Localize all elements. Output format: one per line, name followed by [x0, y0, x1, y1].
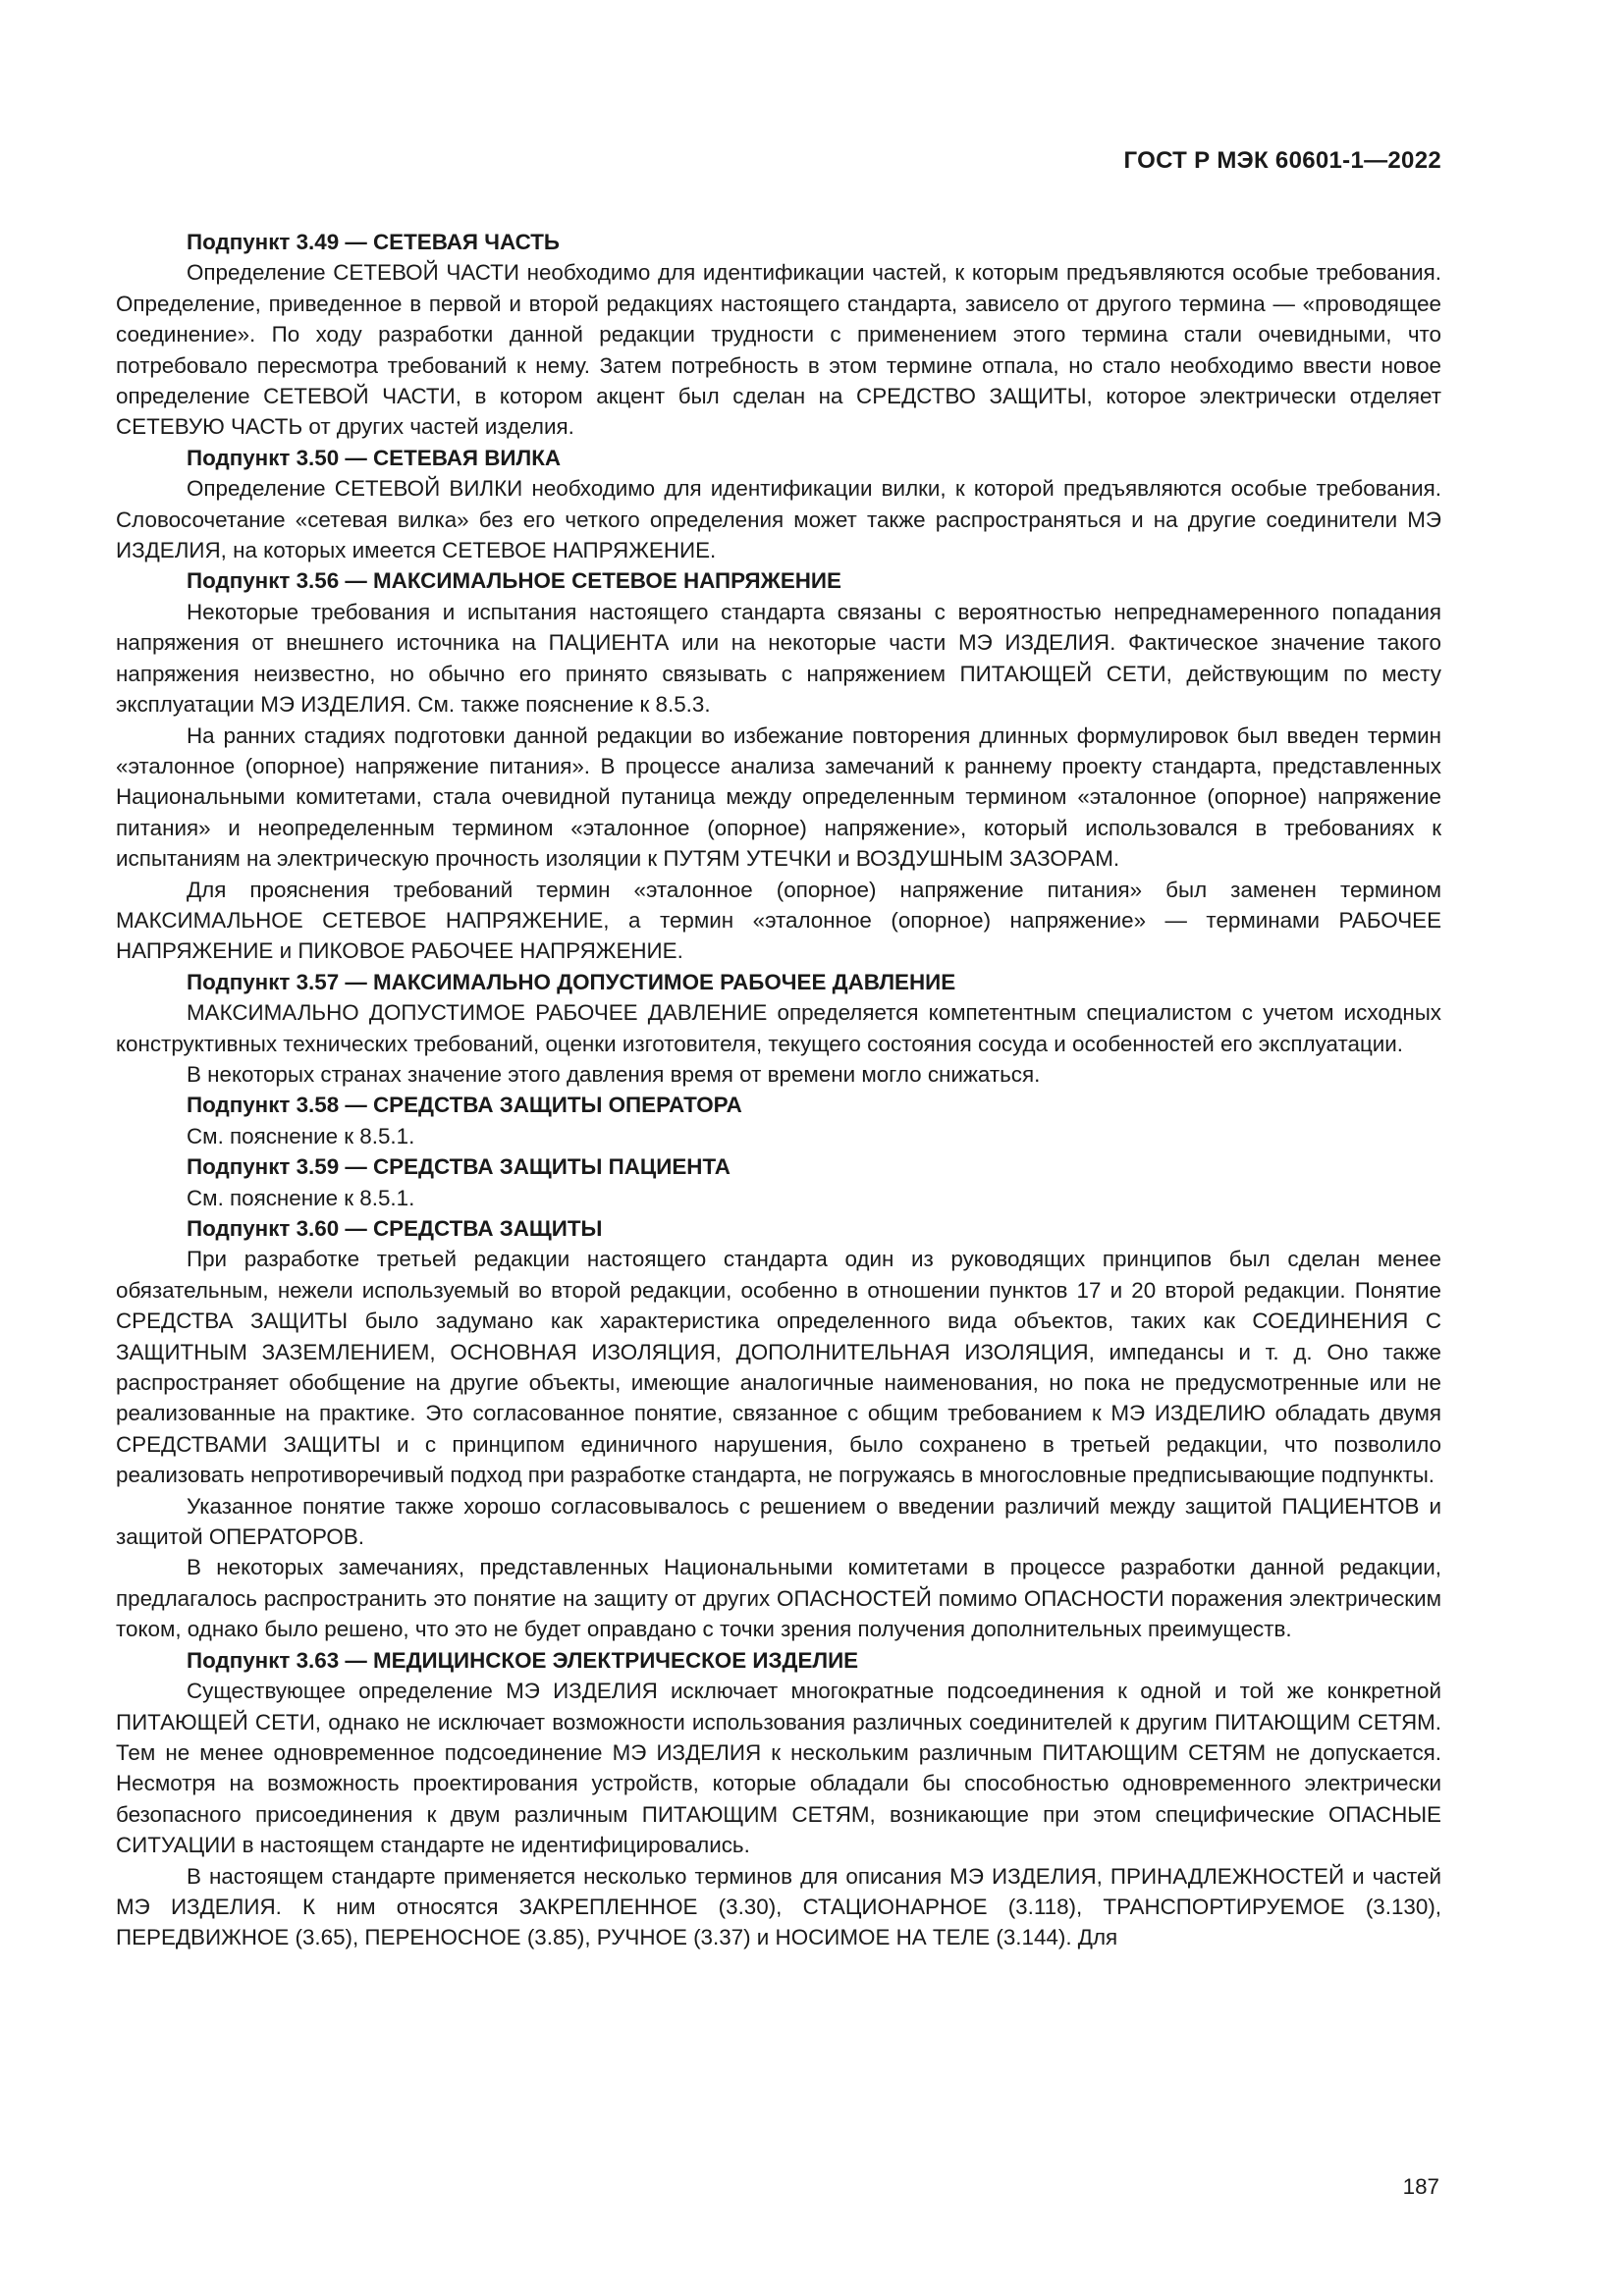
- paragraph: Указанное понятие также хорошо согласовывалось с решением о введении различий между защитой ПАЦИЕНТОВ и защитой ОПЕРАТОРОВ.: [116, 1493, 1441, 1550]
- section-heading-3-63: Подпункт 3.63 — МЕДИЦИНСКОЕ ЭЛЕКТРИЧЕСКОЕ ИЗДЕЛИЕ: [187, 1647, 859, 1673]
- paragraph: Определение СЕТЕВОЙ ВИЛКИ необходимо для идентификации вилки, к которой предъявляются особые требования. Словосочетание «сетевая вилка» без его четкого определения может также распространяться и на другие соединители МЭ ИЗДЕЛИЯ, на которых имеется СЕТЕВОЕ НАПРЯЖЕНИЕ.: [116, 476, 1441, 563]
- page-number: 187: [1402, 2174, 1439, 2199]
- paragraph: В некоторых странах значение этого давления время от времени могло снижаться.: [187, 1061, 1041, 1087]
- section-heading-3-49: Подпункт 3.49 — СЕТЕВАЯ ЧАСТЬ: [187, 230, 560, 254]
- document-body: [116, 227, 1441, 1953]
- paragraph: В некоторых замечаниях, представленных Национальными комитетами в процессе разработки данной редакции, предлагалось распространить это понятие на защиту от других ОПАСНОСТЕЙ помимо ОПАСНОСТИ поражения электрическим током, однако было решено, что это не будет оправдано с точки зрения получения дополнительных преимуществ.: [116, 1555, 1441, 1642]
- section-heading-3-58: Подпункт 3.58 — СРЕДСТВА ЗАЩИТЫ ОПЕРАТОРА: [187, 1093, 742, 1118]
- section-heading-3-57: Подпункт 3.57 — МАКСИМАЛЬНО ДОПУСТИМОЕ РАБОЧЕЕ ДАВЛЕНИЕ: [187, 969, 956, 994]
- paragraph: На ранних стадиях подготовки данной редакции во избежание повторения длинных формулировок был введен термин «эталонное (опорное) напряжение питания». В процессе анализа замечаний к раннему проекту стандарта, представленных Национальными комитетами, стала очевидной путаница между определенным термином «эталонное (опорное) напряжение питания» и неопределенным термином «эталонное (опорное) напряжение», который использовался в требованиях к испытаниям на электрическую прочность изоляции к ПУТЯМ УТЕЧКИ и ВОЗДУШНЫМ ЗАЗОРАМ.: [116, 722, 1441, 872]
- paragraph: См. пояснение к 8.5.1.: [187, 1123, 415, 1148]
- section-heading-3-60: Подпункт 3.60 — СРЕДСТВА ЗАЩИТЫ: [187, 1216, 603, 1241]
- section-heading-3-56: Подпункт 3.56 — МАКСИМАЛЬНОЕ СЕТЕВОЕ НАПРЯЖЕНИЕ: [187, 568, 841, 594]
- paragraph: Некоторые требования и испытания настоящего стандарта связаны с вероятностью непреднамеренного попадания напряжения от внешнего источника на ПАЦИЕНТА или на некоторые части МЭ ИЗДЕЛИЯ. Фактическое значение такого напряжения неизвестно, но обычно его принято связывать с напряжением ПИТАЮЩЕЙ СЕТИ, действующим по месту эксплуатации МЭ ИЗДЕЛИЯ. См. также пояснение к 8.5.3.: [116, 599, 1441, 718]
- section-heading-3-59: Подпункт 3.59 — СРЕДСТВА ЗАЩИТЫ ПАЦИЕНТА: [187, 1154, 731, 1180]
- paragraph: В настоящем стандарте применяется несколько терминов для описания МЭ ИЗДЕЛИЯ, ПРИНАДЛЕЖНОСТЕЙ и частей МЭ ИЗДЕЛИЯ. К ним относятся ЗАКРЕПЛЕННОЕ (3.30), СТАЦИОНАРНОЕ (3.118), ТРАНСПОРТИРУЕМОЕ (3.130), ПЕРЕДВИЖНОЕ (3.65), ПЕРЕНОСНОЕ (3.85), РУЧНОЕ (3.37) и НОСИМОЕ НА ТЕЛЕ (3.144). Для: [116, 1863, 1441, 1950]
- paragraph: См. пояснение к 8.5.1.: [187, 1185, 415, 1210]
- paragraph: МАКСИМАЛЬНО ДОПУСТИМОЕ РАБОЧЕЕ ДАВЛЕНИЕ определяется компетентным специалистом с учетом исходных конструктивных технических требований, оценки изготовителя, текущего состояния сосуда и особенностей его эксплуатации.: [116, 1000, 1441, 1056]
- paragraph: При разработке третьей редакции настоящего стандарта один из руководящих принципов был сделан менее обязательным, нежели используемый во второй редакции, особенно в отношении пунктов 17 и 20 второй редакции. Понятие СРЕДСТВА ЗАЩИТЫ было задумано как характеристика определенного вида объектов, таких как СОЕДИНЕНИЯ С ЗАЩИТНЫМ ЗАЗЕМЛЕНИЕМ, ОСНОВНАЯ ИЗОЛЯЦИЯ, ДОПОЛНИТЕЛЬНАЯ ИЗОЛЯЦИЯ, импедансы и т. д. Оно также распространяет обобщение на другие объекты, имеющие аналогичные наименования, но пока не предусмотренные или не реализованные на практике. Это согласованное понятие, связанное с общим требованием к МЭ ИЗДЕЛИЮ обладать двумя СРЕДСТВАМИ ЗАЩИТЫ и с принципом единичного нарушения, было сохранено в третьей редакции, что позволило реализовать непротиворечивый подход при разработке стандарта, не погружаясь в многословные предписывающие подпункты.: [116, 1247, 1441, 1488]
- paragraph: Определение СЕТЕВОЙ ЧАСТИ необходимо для идентификации частей, к которым предъявляются особые требования. Определение, приведенное в первой и второй редакциях настоящего стандарта, зависело от другого термина — «проводящее соединение». По ходу разработки данной редакции трудности с применением этого термина стали очевидными, что потребовало пересмотра требований к нему. Затем потребность в этом термине отпала, но стало необходимо ввести новое определение СЕТЕВОЙ ЧАСТИ, в котором акцент был сделан на СРЕДСТВО ЗАЩИТЫ, которое электрически отделяет СЕТЕВУЮ ЧАСТЬ от других частей изделия.: [116, 260, 1441, 440]
- document-header-title: ГОСТ Р МЭК 60601-1—2022: [1123, 147, 1441, 174]
- section-heading-3-50: Подпункт 3.50 — СЕТЕВАЯ ВИЛКА: [187, 445, 562, 470]
- paragraph: Существующее определение МЭ ИЗДЕЛИЯ исключает многократные подсоединения к одной и той же конкретной ПИТАЮЩЕЙ СЕТИ, однако не исключает возможности использования различных соединителей к другим ПИТАЮЩИМ СЕТЯМ. Тем не менее одновременное подсоединение МЭ ИЗДЕЛИЯ к нескольким различным ПИТАЮЩИМ СЕТЯМ не допускается. Несмотря на возможность проектирования устройств, которые обладали бы способностью одновременного электрически безопасного присоединения к двум различным ПИТАЮЩИМ СЕТЯМ, возникающие при этом специфические ОПАСНЫЕ СИТУАЦИИ в настоящем стандарте не идентифицировались.: [116, 1679, 1441, 1858]
- paragraph: Для прояснения требований термин «эталонное (опорное) напряжение питания» был заменен термином МАКСИМАЛЬНОЕ СЕТЕВОЕ НАПРЯЖЕНИЕ, а термин «эталонное (опорное) напряжение» — терминами РАБОЧЕЕ НАПРЯЖЕНИЕ и ПИКОВОЕ РАБОЧЕЕ НАПРЯЖЕНИЕ.: [116, 877, 1441, 964]
